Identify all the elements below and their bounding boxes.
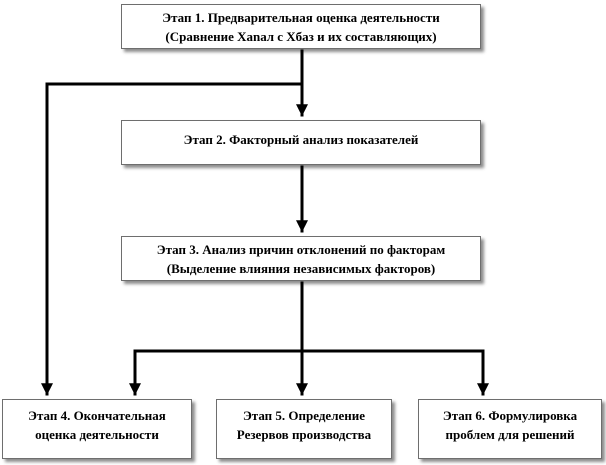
stage3-box: [121, 236, 481, 281]
stage5-subtitle: Резервов производства: [236, 427, 372, 442]
stage2-box: [121, 120, 481, 165]
stage4-box: [2, 399, 192, 459]
stage3-title: Этап 3. Анализ причин отклонений по факторам: [156, 242, 446, 257]
stage2-title: Этап 2. Факторный анализ показателей: [183, 132, 419, 147]
stage5-title: Этап 5. Определение: [242, 408, 366, 423]
stage6-box: [418, 399, 602, 459]
stage1-title: Этап 1. Предварительная оценка деятельности: [162, 10, 440, 25]
stage6-subtitle: проблем для решений: [445, 427, 575, 442]
stage4-subtitle: оценка деятельности: [35, 427, 159, 442]
stage4-title: Этап 4. Окончательная: [28, 408, 166, 423]
stage6-title: Этап 6. Формулировка: [442, 408, 578, 423]
stage1-box: [121, 4, 481, 49]
stage5-box: [216, 399, 392, 459]
stage1-subtitle: (Сравнение Хanaл с Xбаз и их составляющих): [165, 29, 437, 44]
stage3-subtitle: (Выделение влияния независимых факторов): [166, 261, 436, 276]
